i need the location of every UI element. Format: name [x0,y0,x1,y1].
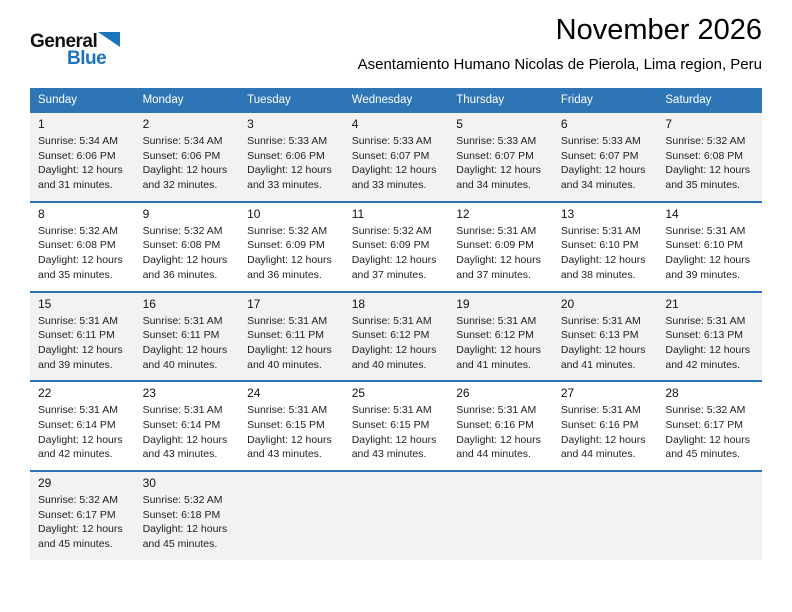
sunset-text: Sunset: 6:18 PM [142,508,221,521]
day-number: 28 [665,386,679,401]
sunset-text: Sunset: 6:11 PM [38,329,115,342]
sunset-text: Sunset: 6:06 PM [38,149,116,162]
daylight-text: Daylight: 12 hours and 39 minutes. [38,343,123,371]
sunrise-text: Sunrise: 5:32 AM [38,494,118,506]
sunset-text: Sunset: 6:12 PM [456,329,534,342]
sunset-text: Sunset: 6:09 PM [456,239,534,252]
day-cell-1 [30,112,135,202]
day-cell-12 [448,202,553,292]
day-cell-30 [135,471,240,560]
sunrise-text: Sunrise: 5:31 AM [351,314,432,327]
day-number: 30 [142,476,156,490]
day-number: 21 [665,296,679,311]
empty-day-cell [344,471,449,560]
sunrise-text: Sunrise: 5:31 AM [351,404,432,417]
sunrise-text: Sunrise: 5:31 AM [38,314,118,327]
daylight-text: Daylight: 12 hours and 40 minutes. [351,343,437,371]
day-number: 15 [38,296,52,311]
day-cell-24 [239,381,344,471]
week-row-4 [30,381,762,471]
day-number: 27 [560,386,575,401]
daylight-text: Daylight: 12 hours and 33 minutes. [351,164,437,192]
sunset-text: Sunset: 6:16 PM [560,418,639,431]
weekday-header-wednesday: Wednesday [344,88,449,112]
day-cell-13 [553,202,658,292]
day-cell-19 [448,292,553,382]
daylight-text: Daylight: 12 hours and 44 minutes. [560,433,646,461]
day-cell-14 [657,202,762,292]
weekday-header-row [30,88,762,112]
sunset-text: Sunset: 6:13 PM [665,329,744,342]
week-row-3 [30,292,762,382]
sunset-text: Sunset: 6:11 PM [142,329,220,342]
daylight-text: Daylight: 12 hours and 35 minutes. [38,254,123,281]
sunrise-text: Sunrise: 5:31 AM [665,224,746,237]
sunset-text: Sunset: 6:08 PM [38,239,116,252]
sunset-text: Sunset: 6:14 PM [142,418,221,431]
sunrise-text: Sunrise: 5:32 AM [38,224,118,237]
week-row-1 [30,112,762,202]
empty-day-cell [657,471,762,560]
sunrise-text: Sunrise: 5:32 AM [351,224,432,237]
day-cell-5 [448,112,553,202]
sunset-text: Sunset: 6:16 PM [456,418,534,431]
week-row-5 [30,471,762,560]
day-cell-2 [135,112,240,202]
sunset-text: Sunset: 6:07 PM [456,149,534,162]
daylight-text: Daylight: 12 hours and 45 minutes. [665,433,751,461]
day-number: 7 [665,117,673,131]
day-number: 2 [142,117,150,131]
day-cell-17 [239,292,344,382]
day-cell-9 [135,202,240,292]
daylight-text: Daylight: 12 hours and 41 minutes. [560,343,646,371]
daylight-text: Daylight: 12 hours and 43 minutes. [247,433,332,461]
day-cell-21 [657,292,762,382]
sunrise-text: Sunrise: 5:31 AM [560,224,641,237]
day-number: 12 [456,206,470,221]
day-number: 9 [142,206,150,221]
sunset-text: Sunset: 6:07 PM [560,149,639,162]
sunset-text: Sunset: 6:07 PM [351,149,430,162]
sunrise-text: Sunrise: 5:31 AM [560,314,641,327]
day-number: 24 [247,386,261,401]
day-cell-20 [553,292,658,382]
daylight-text: Daylight: 12 hours and 34 minutes. [560,164,646,192]
day-cell-26 [448,381,553,471]
daylight-text: Daylight: 12 hours and 35 minutes. [665,164,751,192]
day-cell-15 [30,292,135,382]
sunset-text: Sunset: 6:09 PM [351,239,430,252]
day-cell-29 [30,471,135,560]
daylight-text: Daylight: 12 hours and 40 minutes. [247,343,332,371]
weekday-header-sunday: Sunday [30,88,135,112]
sunrise-text: Sunrise: 5:31 AM [665,314,746,327]
day-number: 19 [456,296,470,311]
general-blue-logo [30,14,120,68]
sunset-text: Sunset: 6:10 PM [665,239,744,252]
calendar-table [30,88,762,560]
sunset-text: Sunset: 6:13 PM [560,329,639,342]
daylight-text: Daylight: 12 hours and 38 minutes. [560,254,646,281]
sunrise-text: Sunrise: 5:32 AM [142,224,223,237]
day-number: 22 [38,386,52,401]
daylight-text: Daylight: 12 hours and 42 minutes. [38,433,123,461]
daylight-text: Daylight: 12 hours and 31 minutes. [38,164,123,192]
sunrise-text: Sunrise: 5:33 AM [560,135,641,147]
day-cell-10 [239,202,344,292]
sunrise-text: Sunrise: 5:31 AM [142,404,223,417]
day-cell-7 [657,112,762,202]
day-cell-27 [553,381,658,471]
daylight-text: Daylight: 12 hours and 45 minutes. [38,523,123,551]
logo-text-blue: Blue [67,48,107,69]
daylight-text: Daylight: 12 hours and 42 minutes. [665,343,751,371]
daylight-text: Daylight: 12 hours and 37 minutes. [351,254,437,281]
day-number: 23 [142,386,156,401]
sunset-text: Sunset: 6:06 PM [247,149,325,162]
day-number: 25 [351,386,366,401]
sunrise-text: Sunrise: 5:31 AM [456,404,537,417]
day-number: 11 [351,206,365,221]
sunset-text: Sunset: 6:10 PM [560,239,639,252]
weekday-header-friday: Friday [553,88,658,112]
sunrise-text: Sunrise: 5:31 AM [247,404,328,417]
day-cell-8 [30,202,135,292]
daylight-text: Daylight: 12 hours and 40 minutes. [142,343,228,371]
sunrise-text: Sunrise: 5:32 AM [665,404,746,417]
day-number: 14 [665,206,679,221]
daylight-text: Daylight: 12 hours and 44 minutes. [456,433,541,461]
day-number: 3 [247,117,254,131]
sunset-text: Sunset: 6:09 PM [247,239,325,252]
weekday-header-thursday: Thursday [448,88,553,112]
day-number: 1 [38,117,45,131]
sunset-text: Sunset: 6:08 PM [142,239,221,252]
day-cell-11 [344,202,449,292]
daylight-text: Daylight: 12 hours and 32 minutes. [142,164,228,192]
page-title: November 2026 [555,14,762,46]
weekday-header-saturday: Saturday [657,88,762,112]
day-number: 29 [38,476,52,490]
sunrise-text: Sunrise: 5:31 AM [456,314,537,327]
sunset-text: Sunset: 6:06 PM [142,149,221,162]
day-cell-6 [553,112,658,202]
day-number: 26 [456,386,470,401]
sunrise-text: Sunrise: 5:34 AM [142,135,223,147]
day-number: 20 [560,296,575,311]
daylight-text: Daylight: 12 hours and 45 minutes. [142,523,228,551]
day-cell-25 [344,381,449,471]
day-cell-22 [30,381,135,471]
day-cell-3 [239,112,344,202]
sunset-text: Sunset: 6:17 PM [38,508,116,521]
sunrise-text: Sunrise: 5:31 AM [456,224,537,237]
logo-text-general: General [30,31,98,52]
sunrise-text: Sunrise: 5:31 AM [142,314,223,327]
sunset-text: Sunset: 6:15 PM [247,418,325,431]
day-number: 16 [142,296,156,311]
week-row-2 [30,202,762,292]
sunrise-text: Sunrise: 5:32 AM [247,224,328,237]
page-subtitle: Asentamiento Humano Nicolas de Pierola, Lima region, Peru [357,56,762,73]
empty-day-cell [553,471,658,560]
day-number: 8 [38,206,45,221]
daylight-text: Daylight: 12 hours and 43 minutes. [351,433,437,461]
sunrise-text: Sunrise: 5:33 AM [351,135,432,147]
day-cell-18 [344,292,449,382]
daylight-text: Daylight: 12 hours and 33 minutes. [247,164,332,192]
sunrise-text: Sunrise: 5:31 AM [560,404,641,417]
day-cell-4 [344,112,449,202]
sunset-text: Sunset: 6:12 PM [351,329,430,342]
calendar-body [30,112,762,560]
weekday-header-tuesday: Tuesday [239,88,344,112]
sunset-text: Sunset: 6:15 PM [351,418,430,431]
sunrise-text: Sunrise: 5:31 AM [247,314,328,327]
weekday-header-monday: Monday [135,88,240,112]
sunset-text: Sunset: 6:14 PM [38,418,116,431]
sunset-text: Sunset: 6:17 PM [665,418,744,431]
day-number: 4 [351,117,359,131]
sunrise-text: Sunrise: 5:31 AM [38,404,118,417]
sunrise-text: Sunrise: 5:32 AM [142,494,223,506]
sunrise-text: Sunrise: 5:34 AM [38,135,118,147]
day-number: 13 [560,206,575,221]
sunrise-text: Sunrise: 5:33 AM [247,135,328,147]
sunrise-text: Sunrise: 5:32 AM [665,135,746,147]
daylight-text: Daylight: 12 hours and 36 minutes. [142,254,228,281]
day-cell-23 [135,381,240,471]
daylight-text: Daylight: 12 hours and 41 minutes. [456,343,541,371]
daylight-text: Daylight: 12 hours and 43 minutes. [142,433,228,461]
sunset-text: Sunset: 6:11 PM [247,329,324,342]
daylight-text: Daylight: 12 hours and 37 minutes. [456,254,541,281]
empty-day-cell [448,471,553,560]
sunset-text: Sunset: 6:08 PM [665,149,744,162]
day-cell-16 [135,292,240,382]
day-number: 17 [247,296,261,311]
day-number: 5 [456,117,463,131]
day-cell-28 [657,381,762,471]
empty-day-cell [239,471,344,560]
daylight-text: Daylight: 12 hours and 39 minutes. [665,254,751,281]
day-number: 10 [247,206,261,221]
day-number: 18 [351,296,366,311]
sunrise-text: Sunrise: 5:33 AM [456,135,537,147]
daylight-text: Daylight: 12 hours and 34 minutes. [456,164,541,192]
daylight-text: Daylight: 12 hours and 36 minutes. [247,254,332,281]
page-header [30,14,762,73]
day-number: 6 [560,117,568,131]
